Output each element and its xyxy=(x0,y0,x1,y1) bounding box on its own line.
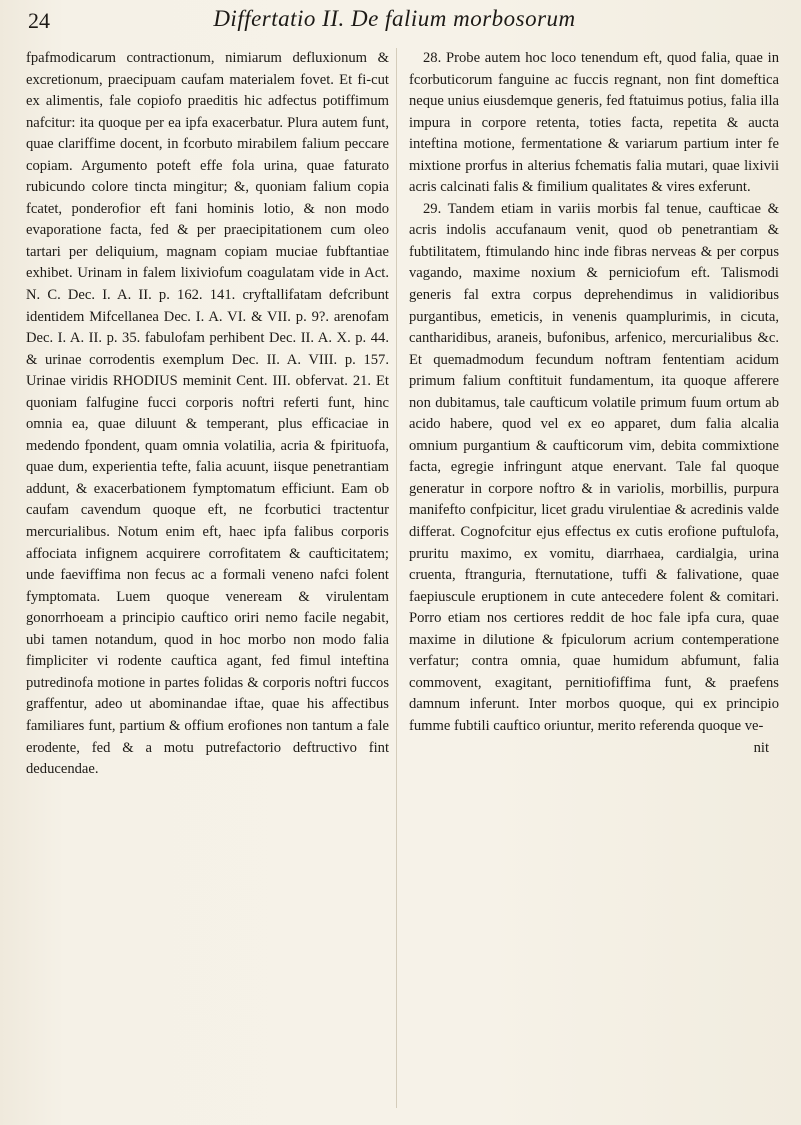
catchword: nit xyxy=(753,739,769,756)
right-column xyxy=(409,48,779,1110)
text-body xyxy=(26,48,786,1110)
page-number: 24 xyxy=(28,8,50,33)
left-column xyxy=(26,48,389,1110)
left-paragraph: fpafmodicarum contractionum, nimiarum defluxionum & excretionum, praecipuam caufam materialem fovet. Et fi-cut ex alimentis, fale copiofo praeditis hic adfectus potiffimum nafcitur: ita quoque per ea ipfa exacerbatur. Plura autem funt, quae clariffime docent, in fcorbuto mirabilem falium peccare copiam. Argumento poteft effe fola urina, quae faturato rubicundo colore tincta mingitur; &, quoniam falium copia fcatet, ponderofior eft fani hominis lotio, & non modo evaporatione facta, fed & per praecipitationem cum oleo tartari per deliquium, magnam copiam muciae fubftantiae exhibet. Urinam in falem lixiviofum coagulatam vide in Act. N. C. Dec. I. A. II. p. 162. 141. cryftallifatam defcribunt identidem Mifcellanea Dec. I. A. VI. & VII. p. 9?. arenofam Dec. I. A. II. p. 35. fabulofam perhibent Dec. II. A. X. p. 44. & urinae corrodentis exemplum Dec. II. A. VIII. p. 157. Urinae viridis RHODIUS meminit Cent. III. obfervat. 21. Et quoniam falfugine fucci corporis noftri referti funt, hinc omnia ea, quae diluunt & temperant, plus efficaciae in medendo fpondent, quam omnia volatilia, acria & fpirituofa, quae dum, experientia tefte, falia acuunt, iisque penetrantiam addunt, & exacerbationem fymptomatum efficiunt. Eam ob caufam cavendum quoque eft, ne fcorbutici tractentur mercurialibus. Notum enim eft, haec ipfa falibus corporis affociata infignem acquirere corrofitatem & caufticitatem; unde faeviffima non fecus ac a formali veneno nafci folent fymptomata. Luem quoque veneream & virulentam gonorrhoeam a principio cauftico oriri nemo facile negabit, ubi tamen notandum, quod in hoc morbo non modo falia fimpliciter vi rodente cauftica agant, fed fimul inteftina putredinofa motione in partes folidas & corporis noftri fuccos graffentur, adeo ut abominandae iftae, quae his affectibus familiares funt, partium & offium erofiones non tantum a fale erodente, fed & a motu putrefactorio deftructivo fint deducendae. xyxy=(26,50,389,778)
paragraph-28: 28. Probe autem hoc loco tenendum eft, quod falia, quae in fcorbuticorum fanguine ac fuccis regnant, non fint domeftica neque unius eiusdemque generis, fed ftatuimus potius, falia illa impura in corpore retenta, toties facta, repetita & aucta inteftina motione, fermentatione & variarum partium inter fe mixtione prorfus in alterius fchematis falia mutari, quae lixivii acris calcinati falis & fimilium qualitates & vires exferunt. xyxy=(409,50,779,196)
paragraph-29: 29. Tandem etiam in variis morbis fal tenue, caufticae & acris indolis accufanaum venit, quod ob penetrantiam & fubtilitatem, ftimulando hinc inde fibras nerveas & per corpus vagando, maxime noxium & perniciofum eft. Talismodi generis fal extra corpus deprehendimus in validioribus purgantibus, emeticis, in venenis quamplurimis, in cicuta, cantharidibus, araneis, bufonibus, arfenico, mercurialibus &c. Et quemadmodum fecundum noftram fententiam acidum primum falium conftituit fundamentum, ita quoque afferere non dubitamus, tale caufticum volatile primum fuum ortum ab acido habere, quod vel ex eo apparet, dum falia alcalia omnium purgantium & caufticorum vim, debita commixtione facta, egregie infringunt atque enervant. Tale fal quoque generatur in corpore noftro & in variolis, morbillis, purpura manifefto confpicitur, licet gradu virulentiae & acredinis valde differat. Cognofcitur ejus effectus ex cutis erofione puftulofa, pruritu maximo, ex vomitu, diarrhaea, cardialgia, urina cruenta, ftranguria, fternutatione, tuffi & falivatione, quae faepiuscule eruptionem in cute antecedere folent & comitari. Porro etiam nos certiores reddit de hoc fale ipfa cura, quae maxime in dilutione & fpiculorum acrium contemperatione verfatur; contra omnia, quae humidum abfumunt, falia commovent, exagitant, pernitiofiffima funt, & praefens damnum inferunt. Inter morbos quoque, qui ex principio fumme fubtili cauftico oriuntur, merito referenda quoque ve- xyxy=(409,200,779,734)
page-header xyxy=(28,6,761,40)
running-title: Differtatio II. De falium morbosorum xyxy=(213,6,576,31)
